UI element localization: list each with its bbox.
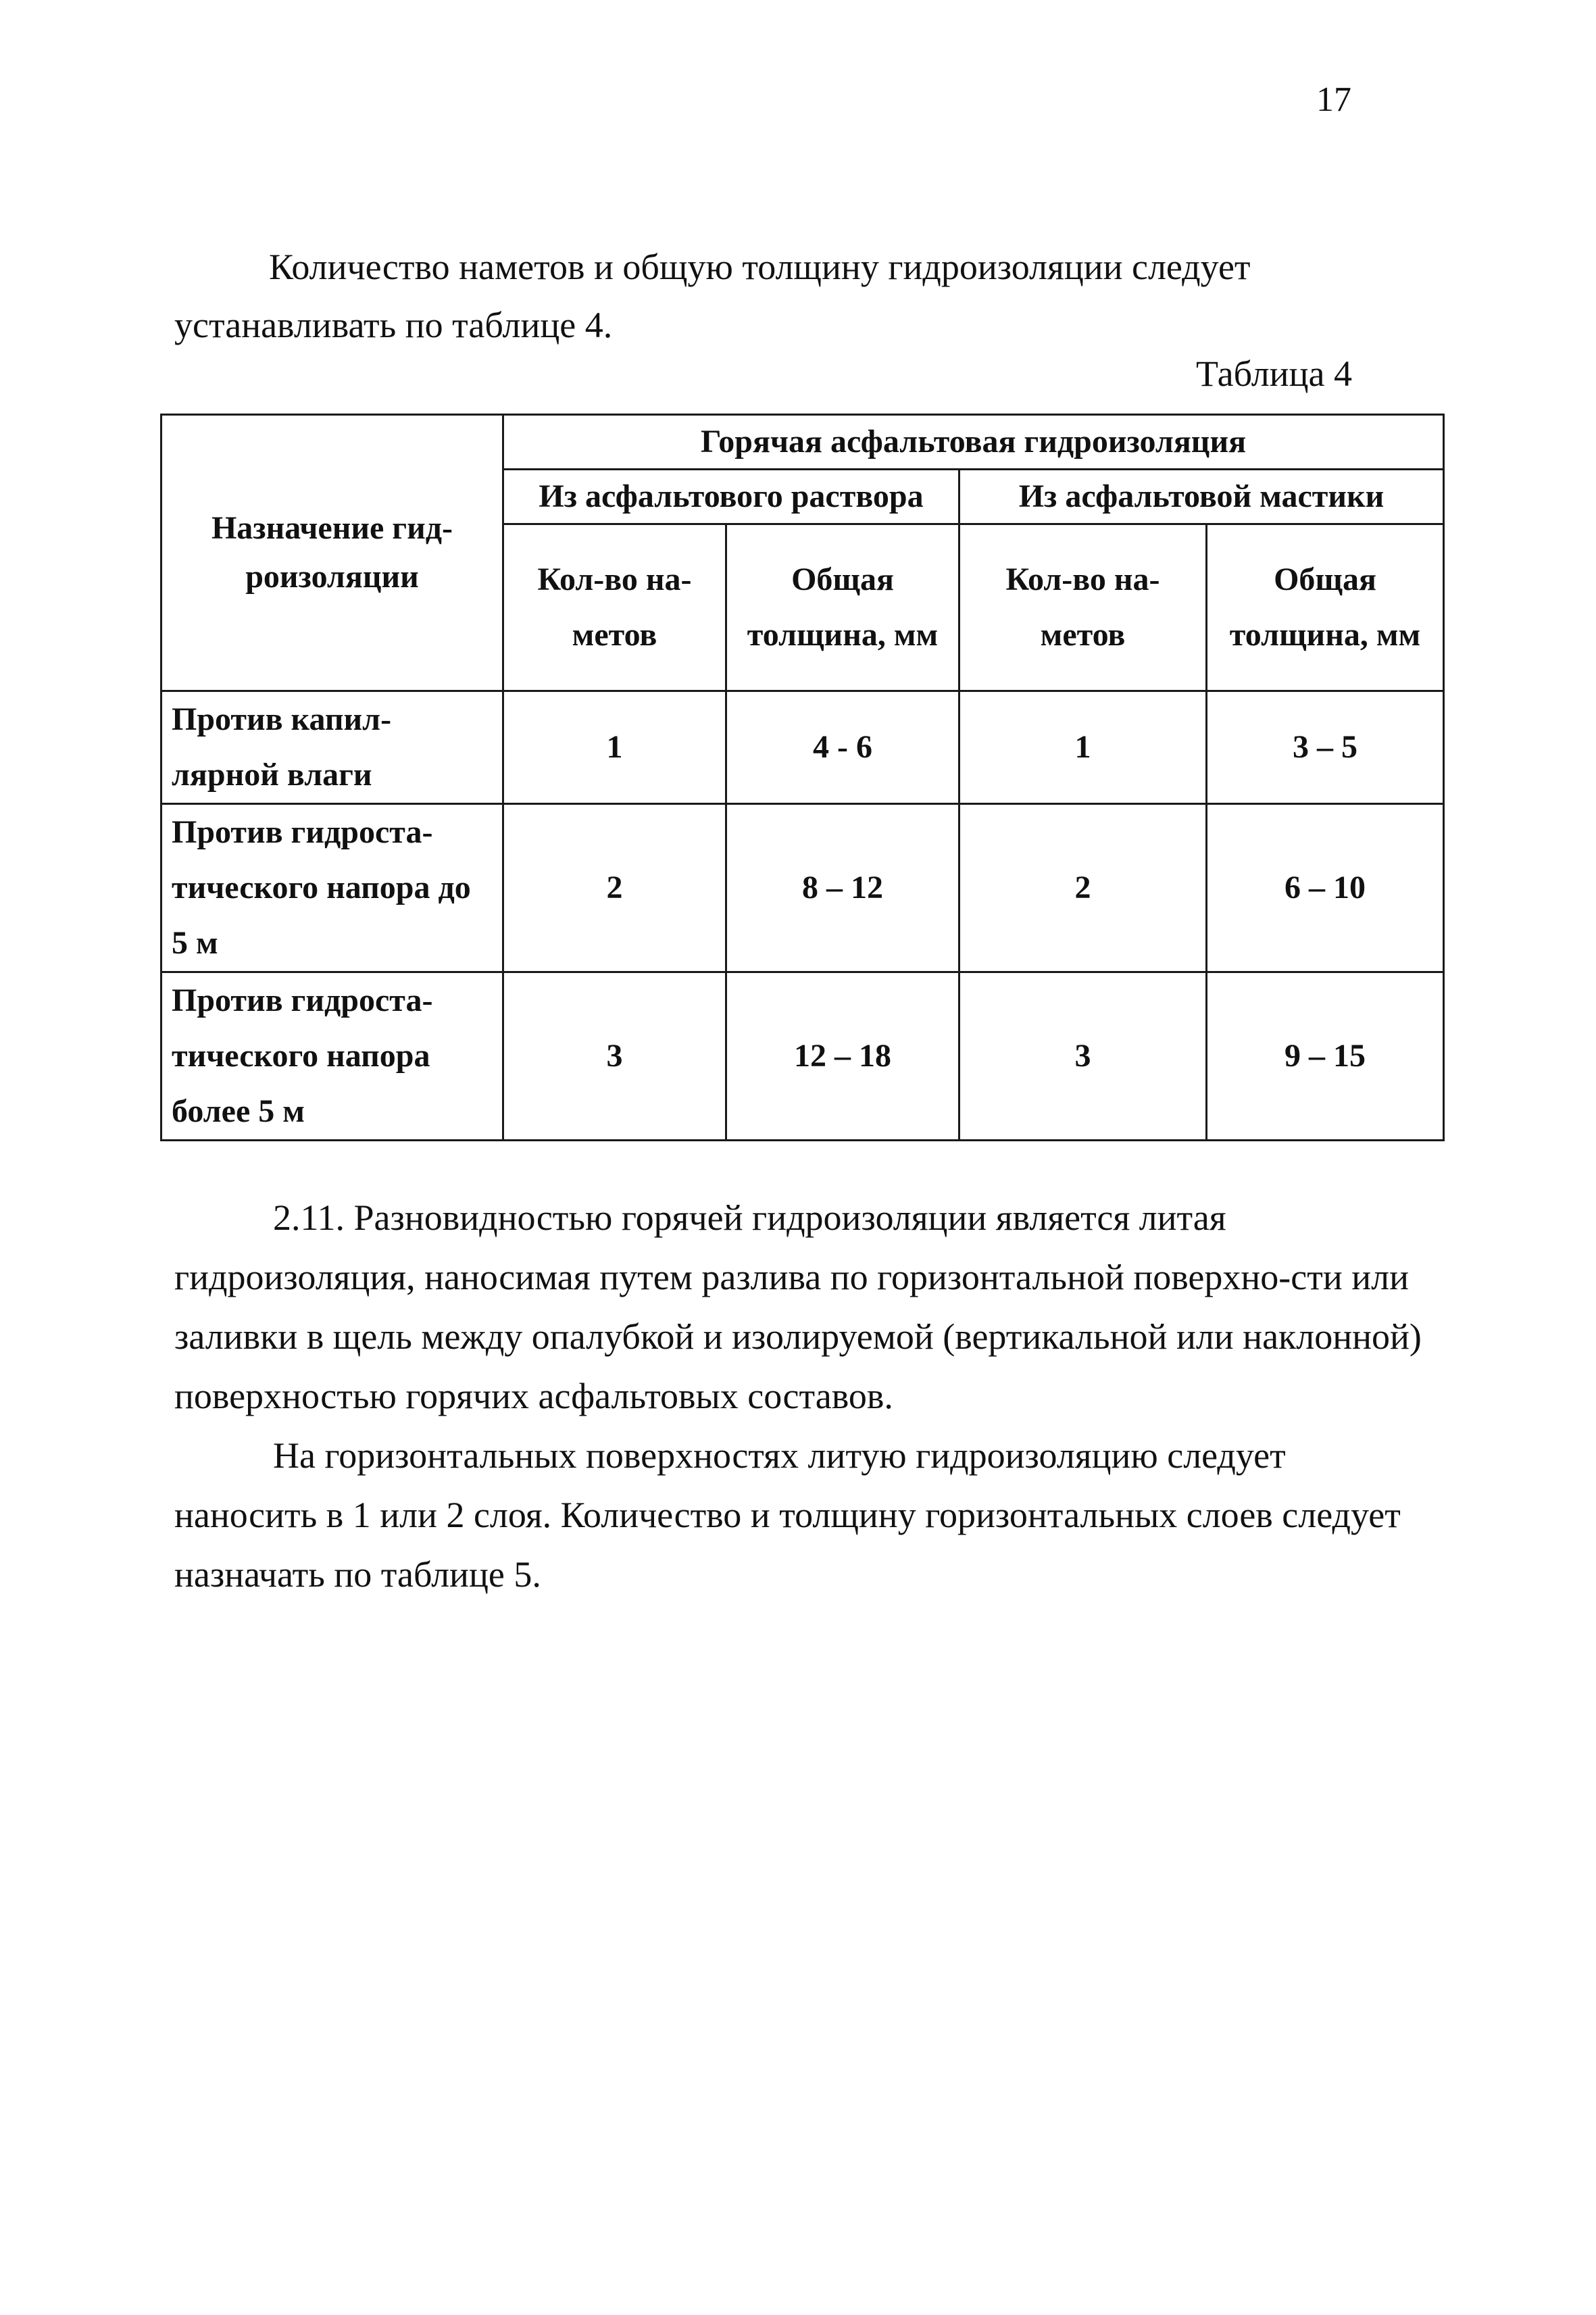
purpose-header: Назначение гид-роизоляции: [161, 415, 503, 691]
paragraph-layers: [174, 1426, 1431, 1604]
row-count-mastic: 3: [959, 972, 1207, 1141]
table-4: [160, 414, 1445, 1141]
row-count-solution: 1: [503, 691, 726, 804]
row-count-solution: 3: [503, 972, 726, 1141]
col-count-mastic: Кол-во на-метов: [959, 524, 1207, 691]
col-thickness-mastic: Общая толщина, мм: [1207, 524, 1444, 691]
row-count-mastic: 1: [959, 691, 1207, 804]
table-row: [161, 972, 1444, 1141]
table-caption: Таблица 4: [1196, 353, 1352, 394]
paragraph-2-11: [174, 1188, 1431, 1426]
row-purpose: Против капил-лярной влаги: [161, 691, 503, 804]
row-purpose: Против гидроста-тического напора более 5 м: [161, 972, 503, 1141]
row-thickness-solution: 4 - 6: [726, 691, 959, 804]
group-header: Горячая асфальтовая гидроизоляция: [503, 415, 1444, 470]
row-thickness-mastic: 6 – 10: [1207, 804, 1444, 972]
table-row: [161, 804, 1444, 972]
table-header-row-1: [161, 415, 1444, 470]
paragraph-layers-text: На горизонтальных поверхностях литую гидроизоляцию следует наносить в 1 или 2 слоя. Количество и толщину горизонтальных слоев следует назначать по таблице 5.: [174, 1435, 1401, 1595]
intro-line-1: Количество наметов и общую толщину гидроизоляции следует: [269, 247, 1251, 287]
sub-header-mastic: Из асфальтовой мастики: [959, 470, 1444, 524]
body-text: [174, 1188, 1431, 1604]
intro-line-2: устанавливать по таблице 4.: [174, 305, 613, 345]
col-thickness-solution: Общая толщина, мм: [726, 524, 959, 691]
paragraph-2-11-text: 2.11. Разновидностью горячей гидроизоляции является литая гидроизоляция, наносимая путем разлива по горизонтальной поверхно-сти или заливки в щель между опалубкой и изолируемой (вертикальной или наклонной) поверхностью горячих асфальтовых составов.: [174, 1197, 1422, 1416]
row-purpose: Против гидроста-тического напора до 5 м: [161, 804, 503, 972]
page-number: 17: [1316, 80, 1351, 119]
intro-paragraph: [174, 238, 1458, 354]
table-row: [161, 691, 1444, 804]
row-thickness-mastic: 3 – 5: [1207, 691, 1444, 804]
row-count-solution: 2: [503, 804, 726, 972]
row-count-mastic: 2: [959, 804, 1207, 972]
sub-header-solution: Из асфальтового раствора: [503, 470, 959, 524]
row-thickness-solution: 8 – 12: [726, 804, 959, 972]
col-count-solution: Кол-во на-метов: [503, 524, 726, 691]
row-thickness-mastic: 9 – 15: [1207, 972, 1444, 1141]
row-thickness-solution: 12 – 18: [726, 972, 959, 1141]
